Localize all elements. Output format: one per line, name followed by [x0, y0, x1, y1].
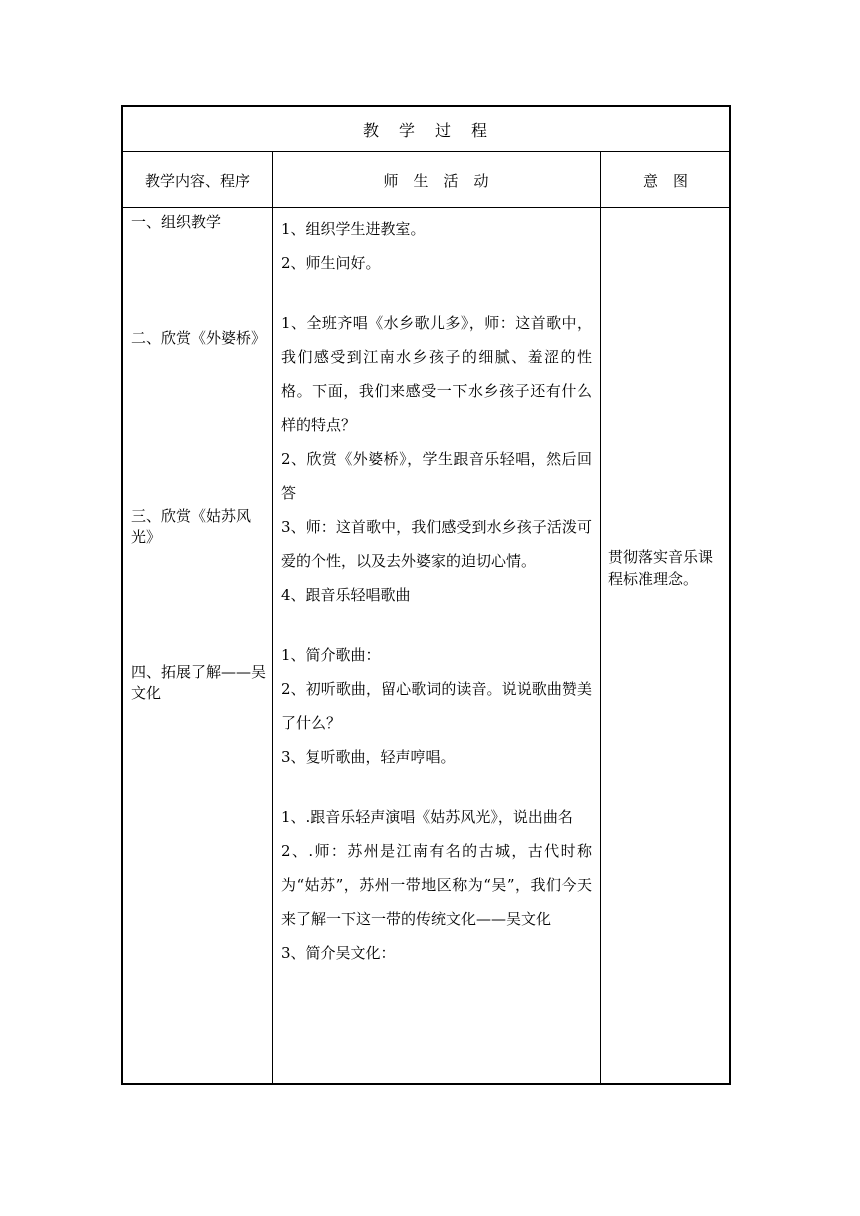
activity-paragraph: 2、师生问好。 — [281, 254, 381, 272]
group-spacer — [281, 280, 592, 306]
activity-paragraph: 2、.师：苏州是江南有名的古城，古代时称为“姑苏”，苏州一带地区称为“吴”，我们今天来了解一下这一带的传统文化——吴文化 — [281, 842, 592, 928]
header-activities: 师 生 活 动 — [383, 171, 489, 190]
activity-paragraph: 4、跟音乐轻唱歌曲 — [281, 586, 411, 604]
activity-paragraph: 3、复听歌曲，轻声哼唱。 — [281, 748, 456, 766]
section-label: 二、欣赏《外婆桥》 — [131, 329, 267, 347]
header-intent: 意 图 — [642, 171, 688, 190]
lesson-process-table — [121, 105, 731, 1085]
activity-paragraph: 3、简介吴文化： — [281, 944, 396, 962]
activity-paragraph: 1、.跟音乐轻声演唱《姑苏风光》，说出曲名 — [281, 808, 573, 826]
activity-paragraph: 1、组织学生进教室。 — [281, 220, 426, 238]
section-label: 一、组织教学 — [131, 213, 222, 231]
table-title-text: 教 学 过 程 — [362, 120, 489, 140]
table-title — [123, 107, 729, 152]
activities-column — [272, 208, 600, 1083]
activity-paragraph: 2、欣赏《外婆桥》，学生跟音乐轻唱，然后回答 — [281, 450, 592, 502]
table-header-row — [123, 152, 729, 208]
group-spacer — [281, 612, 592, 638]
intent-column — [600, 208, 731, 1083]
activity-paragraph: 2、初听歌曲，留心歌词的读音。说说歌曲赞美了什么？ — [281, 680, 592, 732]
section-label: 三、欣赏《姑苏风光》 — [131, 507, 252, 546]
header-content-program: 教学内容、程序 — [144, 171, 250, 190]
content-program-column — [123, 208, 272, 1083]
group-spacer — [281, 774, 592, 800]
activity-paragraph: 1、全班齐唱《水乡歌儿多》，师：这首歌中，我们感受到江南水乡孩子的细腻、羞涩的性格。下面，我们来感受一下水乡孩子还有什么样的特点？ — [281, 314, 592, 434]
section-label: 四、拓展了解——吴文化 — [131, 663, 267, 702]
activity-paragraph: 1、简介歌曲： — [281, 646, 381, 664]
intent-note: 贯彻落实音乐课程标准理念。 — [608, 548, 714, 588]
activity-paragraph: 3、师：这首歌中，我们感受到水乡孩子活泼可爱的个性，以及去外婆家的迫切心情。 — [281, 518, 592, 570]
